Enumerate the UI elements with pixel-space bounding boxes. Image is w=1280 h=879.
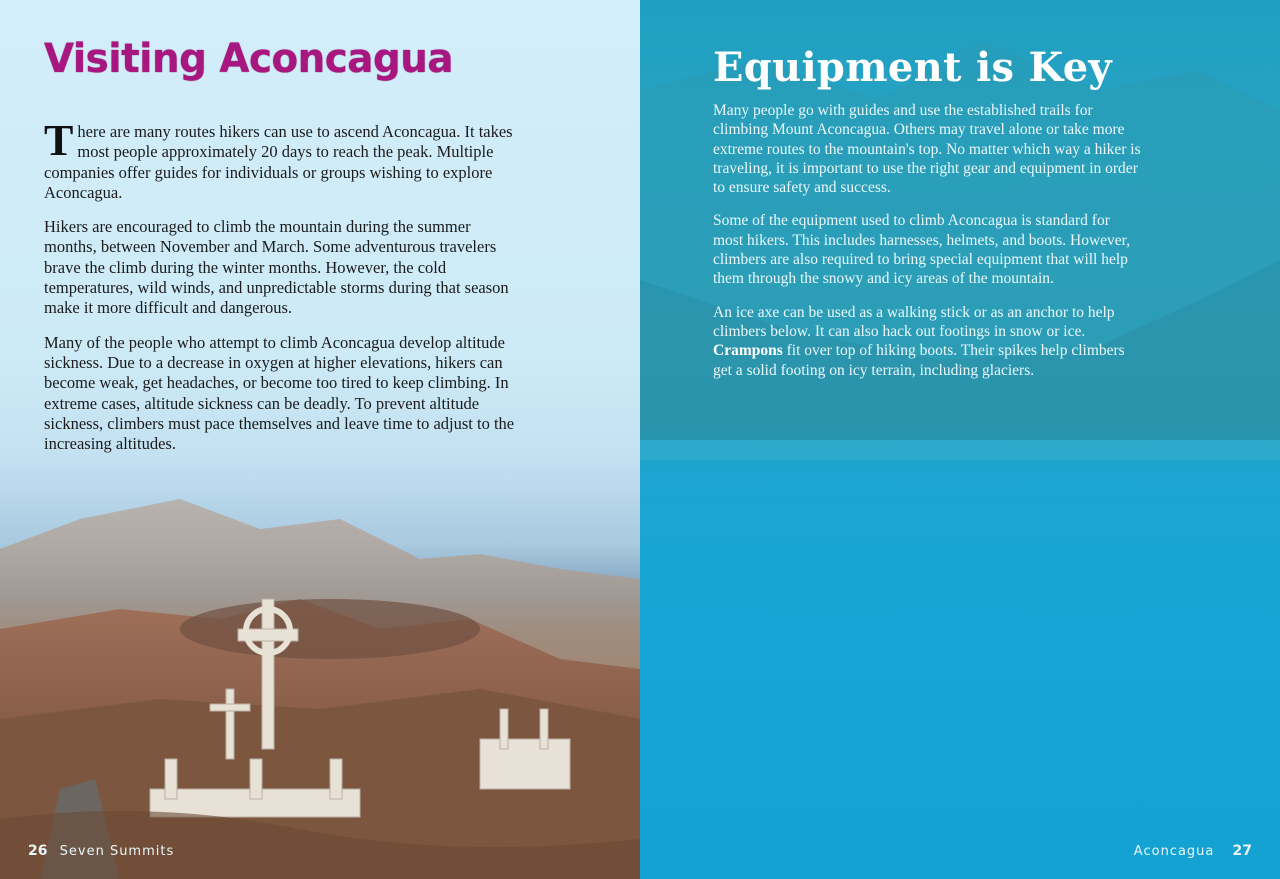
left-body-text bbox=[44, 116, 522, 468]
paragraph-text: An ice axe can be used as a walking stick or as an anchor to help climbers below. It can also hack out footings in snow or ice. bbox=[713, 303, 1115, 340]
paragraph bbox=[713, 303, 1143, 380]
page-title: Visiting Aconcagua bbox=[44, 36, 454, 82]
glossary-term: Crampons bbox=[713, 342, 783, 360]
right-page bbox=[640, 0, 1280, 879]
paragraph: Many of the people who attempt to climb Aconcagua develop altitude sickness. Due to a decrease in oxygen at higher elevations, hikers can become weak, get headaches, or become too tired to keep climbing. In extreme cases, altitude sickness can be deadly. To prevent altitude sickness, climbers must pace themselves and leave time to adjust to the increasing altitudes. bbox=[44, 332, 515, 454]
page-number: 26 bbox=[28, 843, 48, 859]
paragraph bbox=[44, 116, 522, 203]
page-title: Equipment is Key bbox=[713, 44, 1112, 91]
left-folio bbox=[28, 843, 174, 859]
page-number: 27 bbox=[1232, 843, 1252, 859]
running-head: Aconcagua bbox=[1133, 844, 1215, 859]
cemetery-mountain-photo bbox=[0, 459, 640, 879]
paragraph-text: here are many routes hikers can use to ascend Aconcagua. It takes most people approximately 20 days to reach the peak. Multiple companies offer guides for individuals or groups wishing to explore Aconcagua. bbox=[44, 122, 513, 202]
paragraph: Some of the equipment used to climb Aconcagua is standard for most hikers. This includes harnesses, helmets, and boots. However, climbers are also required to bring special equipment that will help them through the snowy and icy areas of the mountain. bbox=[713, 212, 1131, 288]
right-folio bbox=[1134, 843, 1252, 859]
paragraph-text: fit over top of hiking boots. Their spikes help climbers get a solid footing on icy terrain, including glaciers. bbox=[713, 342, 1125, 379]
right-body-text bbox=[713, 101, 1143, 394]
drop-cap: T bbox=[44, 116, 74, 165]
paragraph: Hikers are encouraged to climb the mountain during the summer months, between November and March. Some adventurous travelers brave the climb during the winter months. However, the cold temperatures, wild winds, and unpredictable storms during that season make it more difficult and dangerous. bbox=[44, 217, 509, 318]
paragraph: Many people go with guides and use the established trails for climbing Mount Aconcagua. Others may travel alone or take more extreme routes to the mountain's top. No matter which way a hiker is traveling, it is important to use the right gear and equipment in order to ensure safety and success. bbox=[713, 102, 1141, 197]
running-head: Seven Summits bbox=[59, 844, 175, 859]
